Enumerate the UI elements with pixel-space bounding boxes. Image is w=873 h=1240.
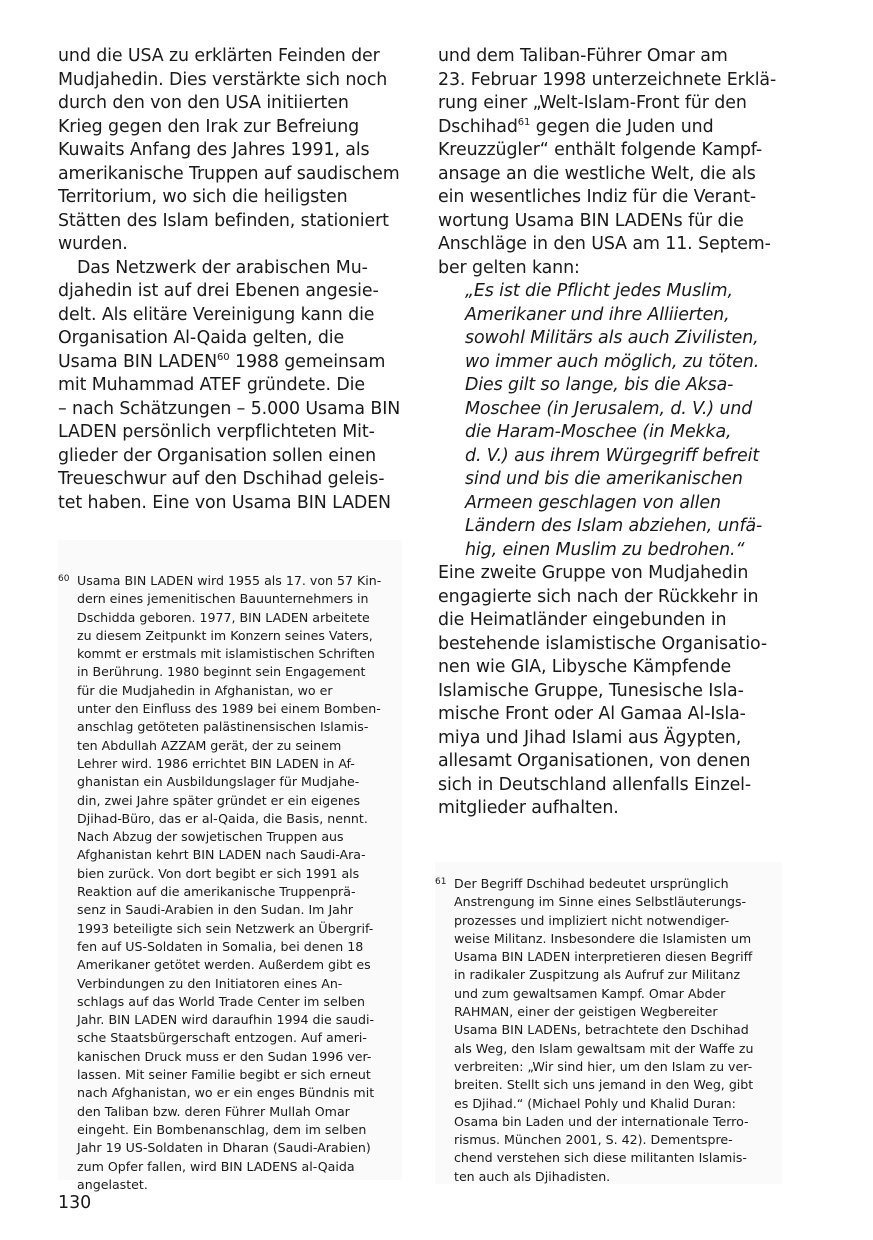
text-line: djahedin ist auf drei Ebenen angesie- [58,281,379,301]
text-line: Treueschwur auf den Dschihad geleis- [58,469,385,489]
text-line [438,116,788,140]
footnote-line: anschlag getöteten palästinensischen Islamis- [77,719,369,735]
text-line: allesamt Organisationen, von denen [438,751,751,771]
right-column-text [438,45,788,821]
footnote-number: 61 [435,877,447,887]
footnote-line: Afghanistan kehrt BIN LADEN nach Saudi-Ara- [77,847,366,863]
text-line: engagierte sich nach der Rückkehr in [438,586,759,607]
text-line: miya und Jihad Islami aus Ägypten, [438,727,742,748]
text-line: Eine zweite Gruppe von Mudjahedin [438,563,749,583]
quote-line: Ländern des Islam abziehen, unfä- [465,516,763,536]
footnote-line: Osama bin Laden und der internationale Terro- [454,1113,749,1129]
footnote-line: RAHMAN, einer der geistigen Wegbereiter [454,1004,718,1020]
footnote-line: fen auf US-Soldaten in Somalia, bei denen 18 [77,938,364,954]
quote-line: wo immer auch möglich, zu töten. [465,351,760,372]
text-line: tet haben. Eine von Usama BIN LADEN [58,492,391,513]
quote-line: Amerikaner und ihre Alliierten, [465,304,730,325]
footnote-line: Usama BIN LADENs, betrachtete den Dschihad [454,1022,749,1038]
text-line: rung einer „Welt-Islam-Front für den [438,93,747,113]
footnote-line: Dschidda geboren. 1977, BIN LADEN arbeitete [77,609,370,625]
footnote-line: prozesses und impliziert nicht notwendiger- [454,912,730,928]
text-line: nen wie GIA, Libysche Kämpfende [438,657,732,677]
footnote-line: Djihad-Büro, das er al-Qaida, die Basis, nennt. [77,810,368,826]
text-line: und die USA zu erklärten Feinden der [58,46,380,66]
footnote-line: schlags auf das World Trade Center im selben [77,993,365,1009]
text-line: und dem Taliban-Führer Omar am [438,46,728,66]
footnote-line: ten auch als Djihadisten. [454,1168,611,1184]
text-fragment: Usama BIN LADEN [58,351,218,372]
text-line: mische Front oder Al Gamaa Al-Isla- [438,704,746,724]
text-fragment: Dschihad [438,116,518,137]
quote-line: „Es ist die Pflicht jedes Muslim, [465,281,733,301]
text-line: 23. Februar 1998 unterzeichnete Erklä- [438,69,777,90]
footnote-line: zum Opfer fallen, wird BIN LADENS al-Qaida [77,1158,355,1174]
text-line: ansage an die westliche Welt, die als [438,163,756,184]
text-line: ber gelten kann: [438,257,580,278]
text-line: ein wesentliches Indiz für die Verant- [438,187,757,207]
quote-line: Armeen geschlagen von allen [465,492,721,513]
quote-line: Moschee (in Jerusalem, d. V.) und [465,398,753,419]
text-line: mitglieder aufhalten. [438,798,619,818]
footnote-body [435,875,782,1186]
footnote-line: in Berührung. 1980 beginnt sein Engagement [77,664,366,680]
footnote-line: Jahr 19 US-Soldaten in Dharan (Saudi-Arabien) [77,1140,371,1156]
footnote-line: in radikaler Zuspitzung als Aufruf zur Militanz [454,967,741,983]
text-line: Krieg gegen den Irak zur Befreiung [58,116,360,137]
footnote-body [58,572,402,1194]
text-line: bestehende islamistische Organisatio- [438,633,768,654]
footnote-line: chend verstehen sich diese militanten Islamis- [454,1150,747,1166]
text-line: sich in Deutschland allenfalls Einzel- [438,774,752,795]
text-line: Das Netzwerk der arabischen Mu- [77,257,368,278]
footnote-line: Lehrer wird. 1986 errichtet BIN LADEN in Af- [77,755,355,771]
footnote-line: weise Militanz. Insbesondere die Islamisten um [454,930,752,946]
footnote-line: din, zwei Jahre später gründet er ein eigenes [77,792,361,808]
footnote-line: nach Afghanistan, wo er ein enges Bündnis mit [77,1085,375,1101]
footnote-line: verbreiten: „Wir sind hier, um den Islam zu ver- [454,1058,753,1074]
text-line: Kreuzzügler“ enthält folgende Kampf- [438,140,763,160]
footnote-line: ghanistan ein Ausbildungslager für Mudjahe- [77,774,360,790]
quote-line: die Haram-Moschee (in Mekka, [465,422,732,442]
footnote-60 [58,540,402,1192]
footnote-line: dern eines jemenitischen Bauunternehmers in [77,591,369,607]
text-line: Territorium, wo sich die heiligsten [58,187,348,207]
footnote-line: sche Staatsbürgerschaft entzogen. Auf ameri- [77,1030,367,1046]
footnote-line: Anstrengung im Sinne eines Selbstläuterungs- [454,894,747,910]
footnote-line: 1993 beteiligte sich sein Netzwerk an Übergrif- [77,920,374,936]
footnote-line: für die Mudjahedin in Afghanistan, wo er [77,682,333,698]
footnote-61 [435,862,782,1184]
footnote-line: den Taliban bzw. deren Führer Mullah Omar [77,1103,350,1119]
left-column-text [58,45,408,515]
page-number: 130 [58,1193,92,1213]
text-fragment: 1988 gemeinsam [229,351,386,372]
footnote-line: eingeht. Ein Bombenanschlag, dem im selben [77,1121,367,1137]
footnote-line: rismus. München 2001, S. 42). Dementspre- [454,1132,733,1148]
text-line: amerikanische Truppen auf saudischem [58,163,400,184]
quote-line: sind und bis die amerikanischen [465,469,743,489]
text-line: LADEN persönlich verpflichteten Mit- [58,422,375,442]
text-line: wurden. [58,234,128,254]
footnote-line: kommt er erstmals mit islamistischen Schriften [77,646,375,662]
footnote-line: angelastet. [77,1176,148,1192]
text-line: durch den von den USA initiierten [58,93,349,113]
footnote-line: Reaktion auf die amerikanische Truppenprä- [77,884,356,900]
footnote-line: und zum gewaltsamen Kampf. Omar Abder [454,985,726,1001]
footnote-line: Usama BIN LADEN interpretieren diesen Begriff [454,949,753,965]
footnote-line: Jahr. BIN LADEN wird daraufhin 1994 die saudi- [77,1012,375,1028]
footnote-line: zu diesem Zeitpunkt im Konzern seines Vaters, [77,627,373,643]
text-line: glieder der Organisation sollen einen [58,445,377,466]
text-line: Islamische Gruppe, Tunesische Isla- [438,680,744,701]
footnote-line: Der Begriff Dschihad bedeutet ursprünglich [454,876,729,891]
footnote-ref-60[interactable]: 60 [217,351,230,363]
quote-line: Dies gilt so lange, bis die Aksa- [465,375,734,395]
quote-line: hig, einen Muslim zu bedrohen.“ [465,539,745,560]
footnote-line: bien zurück. Von dort begibt er sich 1991 als [77,865,360,881]
text-line: mit Muhammad ATEF gründete. Die [58,375,365,395]
text-line: Anschläge in den USA am 11. Septem- [438,234,771,254]
text-line [58,351,408,375]
footnote-line: ten Abdullah AZZAM gerät, der zu seinem [77,737,342,753]
footnote-line: unter den Einfluss des 1989 bei einem Bomben- [77,701,381,717]
footnote-line: Usama BIN LADEN wird 1955 als 17. von 57 Kin- [77,573,382,588]
footnote-line: Nach Abzug der sowjetischen Truppen aus [77,829,344,845]
footnote-line: lassen. Mit seiner Familie begibt er sich erneut [77,1067,371,1083]
text-line: delt. Als elitäre Vereinigung kann die [58,304,375,325]
footnote-ref-61[interactable]: 61 [517,116,531,128]
footnote-line: kanischen Druck muss er den Sudan 1996 ver- [77,1048,372,1064]
text-line: – nach Schätzungen – 5.000 Usama BIN [58,398,401,419]
footnote-line: es Djihad.“ (Michael Pohly und Khalid Duran: [454,1095,736,1111]
footnote-line: Amerikaner getötet werden. Außerdem gibt es [77,957,371,973]
text-line: Mudjahedin. Dies verstärkte sich noch [58,69,388,90]
text-line: Organisation Al-Qaida gelten, die [58,328,345,348]
footnote-number: 60 [58,574,70,584]
text-line: die Heimatländer eingebunden in [438,610,727,630]
footnote-line: Verbindungen zu den Initiatoren eines An- [77,975,343,991]
text-line: wortung Usama BIN LADENs für die [438,210,744,231]
footnote-line: senz in Saudi-Arabien in den Sudan. Im Jahr [77,902,354,918]
footnote-line: als Weg, den Islam gewaltsam mit der Waffe zu [454,1040,754,1056]
footnote-line: breiten. Stellt sich uns jemand in den Weg, gibt [454,1077,754,1093]
text-fragment: gegen die Juden und [530,116,714,137]
text-line: Stätten des Islam befinden, stationiert [58,210,389,231]
quote-line: d. V.) aus ihrem Würgegriff befreit [465,445,760,466]
text-line: Kuwaits Anfang des Jahres 1991, als [58,140,370,160]
quote-line: sowohl Militärs als auch Zivilisten, [465,328,759,348]
